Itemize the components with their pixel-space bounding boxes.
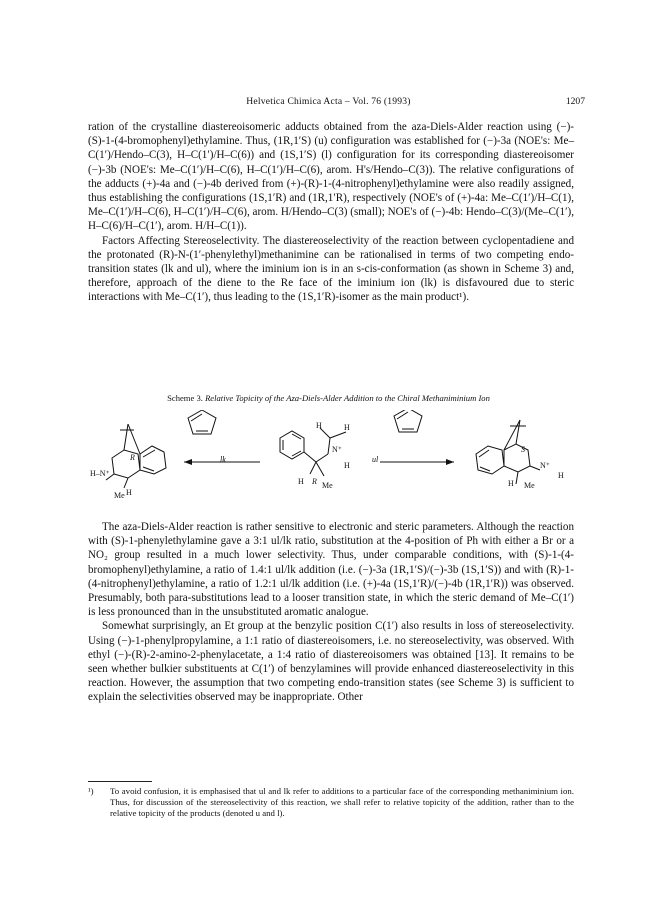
- text-block-top: [88, 120, 574, 305]
- left-me-label: Me: [114, 491, 125, 500]
- paragraph-2: Factors Affecting Stereoselectivity. The diastereoselectivity of the reaction between cyclopentadiene and the protonated (R)-N-(1′-phenylethyl)methanimine can be rationalised in terms of two competing endo-transition states (lk and ul), where the iminium ion is in an s-cis-conformation (as shown in Scheme 3) and, therefore, approach of the diene to the Re face of the iminium ion (lk) is disfavoured due to steric interactions with Me–C(1′), thus leading to the (1S,1′R)-isomer as the main product¹).: [88, 234, 574, 304]
- center-r-label: R: [312, 477, 317, 486]
- page-number: 1207: [565, 96, 585, 107]
- scheme-3-figure: [84, 410, 580, 510]
- left-h-label: H: [126, 488, 132, 497]
- ul-label: ul: [372, 455, 379, 464]
- left-h-n-label: H–N⁺: [90, 469, 110, 478]
- product-ul-structure: [476, 420, 540, 484]
- paragraph-4: Somewhat surprisingly, an Et group at the benzylic position C(1′) also results in loss of stereoselectivity. Using (−)-1-phenylpropylamine, a 1:1 ratio of diastereoisomers, i.e. no stereoselectivity, was observed. With ethyl (−)-(R)-2-amino-2-phenylacetate, a 1:4 ratio of diastereoisomers was obtained [13]. It remains to be seen whether bulkier substituents at C(1′) of benzylamines will provide enhanced diastereoselectivity in this reaction. However, the assumption that two competing endo-transition states (see Scheme 3) is sufficient to explain the selectivities observed may be inappropriate. Other: [88, 620, 574, 704]
- footnote: [88, 786, 574, 820]
- right-h2-label: H: [508, 479, 514, 488]
- footnote-mark: ¹): [88, 786, 94, 796]
- scheme-caption: [0, 393, 657, 403]
- right-h-label: H: [558, 471, 564, 480]
- scheme-title: Relative Topicity of the Aza-Diels-Alder Addition to the Chiral Methaniminium Ion: [205, 393, 490, 403]
- right-s-label: S: [521, 445, 525, 454]
- footnote-text: To avoid confusion, it is emphasised that ul and lk refer to additions to a particular face of the corresponding methaniminium ion. Thus, for discussion of the stereoselectivity of this reaction, we shall refer to relative topicity of the addition, rather than to the relative topicity of the products (denoted u and l).: [110, 786, 574, 819]
- center-h4-label: H: [298, 477, 304, 486]
- center-h2-label: H: [344, 423, 350, 432]
- journal-title: Helvetica Chimica Acta – Vol. 76 (1993): [246, 96, 411, 107]
- right-me-label: Me: [524, 481, 535, 490]
- cyclopentadiene-right: [394, 410, 422, 432]
- running-header: [0, 96, 657, 110]
- center-n-label: N⁺: [332, 445, 342, 454]
- center-h3-label: H: [344, 461, 350, 470]
- text-block-bottom: [88, 520, 574, 705]
- footnote-rule: [88, 781, 152, 782]
- scheme-label: Scheme 3.: [167, 393, 203, 403]
- center-me-label: Me: [322, 481, 333, 490]
- right-n-label: N⁺: [540, 461, 550, 470]
- paragraph-3: The aza-Diels-Alder reaction is rather sensitive to electronic and steric parameters. Although the reaction with (S)-1-phenylethylamine gave a 3:1 ul/lk ratio, substitution at the 4-position of Ph with either a Br or a NO₂ group resulted in a much lower selectivity. Thus, under comparable conditions, with (S)-1-(4-bromophenyl)ethylamine, a ratio of 1.4:1 ul/lk addition (i.e. (−)-3a (1R,1′S)/(−)-3b (1S,1′S)) and with (R)-1-(4-nitrophenyl)ethylamine, a ratio of 1.2:1 ul/lk addition (i.e. (+)-4a (1S,1′R)/(−)-4b (1R,1′R)) was observed. Presumably, both para-substitutions lead to a looser transition state, in which the steric demand of Me–C(1′) is less pronounced than in the unsubstituted aromatic analogue.: [88, 521, 574, 619]
- left-r-label: R: [130, 453, 135, 462]
- lk-label: lk: [220, 455, 226, 464]
- cyclopentadiene-left: [188, 410, 216, 434]
- center-h1-label: H: [316, 421, 322, 430]
- paragraph-1: ration of the crystalline diastereoisomeric adducts obtained from the aza-Diels-Alder reaction using (−)-(S)-1-(4-bromophenyl)ethylamine. Thus, (1R,1′S) (u) configuration was established for (−)-3a (NOE's: Me–C(1′)/Hendo–C(3), H–C(1′)/H–C(6)) and (1S,1′S) (l) configuration for its corresponding diastereoisomer (−)-3b (NOE's: Me–C(1′)/H–C(6), H–C(1′)/H–C(6), arom. H's/Hendo–C(3)). The relative configurations of the adducts (+)-4a and (−)-4b derived from (+)-(R)-1-(4-nitrophenyl)ethylamine were also readily assigned, thus establishing the configurations (1S,1′R) and (1R,1′R), respectively (NOE's of (+)-4a: Me–C(1′)/H–C(1), Me–C(1′)/H–C(6), H–C(1′)/H–C(6), arom. H/Hendo–C(3) (small); NOE's of (−)-4b: Hendo–C(3)/(Me–C(1′), H–C(6)/H–C(1′), arom. H/H–C(1)).: [88, 121, 574, 233]
- product-lk-structure: [106, 424, 166, 488]
